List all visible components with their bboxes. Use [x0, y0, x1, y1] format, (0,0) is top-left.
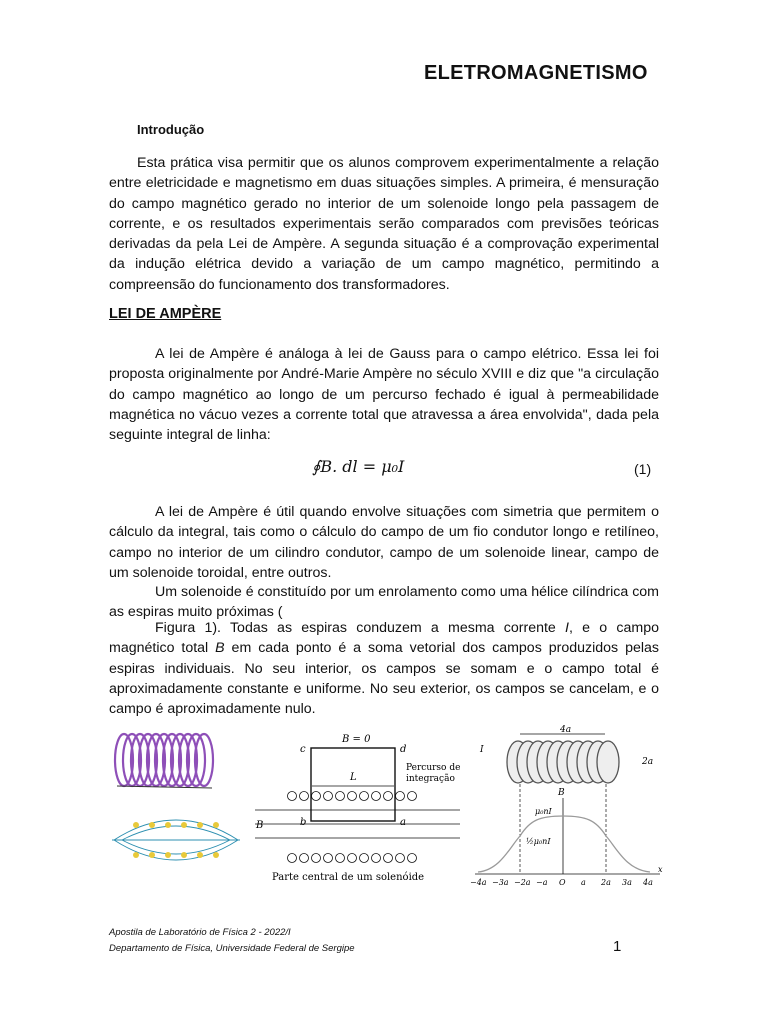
label-b-axis: B: [558, 788, 565, 798]
footer-department: Departamento de Física, Universidade Federal de Sergipe: [109, 943, 355, 954]
intro-heading: Introdução: [137, 122, 205, 137]
field-curve: [478, 816, 650, 872]
svg-text:−4a: −4a: [470, 878, 487, 887]
svg-text:−a: −a: [536, 878, 548, 887]
ampere-paragraph: A lei de Ampère é análoga à lei de Gauss para o campo elétrico. Essa lei foi proposta originalmente por André-Marie Ampère no século XVIII e diz que "a circulação do campo magnético ao longo de um percurso fechado é igual à permeabilidade magnética no vácuo vezes a corrente total que atravessa a área envolvida", dada pela seguinte integral de linha:: [109, 346, 659, 444]
ampere-path-figure: [250, 730, 465, 890]
field-profile-figure: [470, 722, 665, 890]
page-number: 1: [613, 938, 622, 955]
svg-text:4a: 4a: [643, 878, 653, 887]
label-4a: 4a: [560, 725, 572, 735]
solenoid-text-post: em cada ponto é a soma vetorial dos campos produzidos pelas espiras individuais. No seu interior, os campos se somam e o campo total é aproximadamente constante e uniforme. No seu exterior, os campos se cancelam, e o campo é aproximadamente nulo.: [109, 640, 659, 718]
svg-text:−3a: −3a: [492, 878, 509, 887]
equation-number: (1): [634, 461, 652, 477]
usefulness-paragraph: A lei de Ampère é útil quando envolve situações com simetria que permitem o cálculo da integral, tais como o cálculo do campo de um fio condutor longo e retilíneo, campo no interior de um cilindro condutor, campo de um solenoide linear, campo de um solenoide toroidal, entre outros.: [109, 504, 659, 581]
solenoid-paragraph-a: Um solenoide é constituído por um enrolamento como uma hélice cilíndrica com as espiras muito próximas (: [109, 584, 659, 621]
coil-crosses-top: [288, 792, 417, 801]
field-lines: [112, 820, 240, 860]
label-b: b: [300, 817, 307, 828]
grey-coil: [507, 741, 619, 783]
footer-course: Apostila de Laboratório de Física 2 - 2022/I: [109, 927, 291, 938]
label-mu: μ₀nI: [535, 807, 552, 816]
label-current: I: [480, 745, 484, 755]
current-symbol: I: [565, 620, 569, 636]
intro-paragraph: Esta prática visa permitir que os alunos comprovem experimentalmente a relação entre eletricidade e magnetismo em duas situações simples. A primeira, é mensuração do campo magnético gerado no interior de um solenoide longo pela passagem de corrente, e os resultados experimentais serão comparados com previsões teóricas derivadas da pela Lei de Ampère. A segunda situação é a comprovação experimental da indução elétrica devido a variação de um campo magnético, permitindo a compreensão do funcionamento dos transformadores.: [109, 155, 659, 293]
label-b-zero: B = 0: [342, 734, 371, 745]
solenoid-text-pre: Figura 1). Todas as espiras conduzem a mesma corrente: [155, 620, 566, 636]
svg-text:3a: 3a: [622, 878, 632, 887]
solenoid-coil-figure: [112, 730, 240, 885]
solenoid-text-mid: , e o campo magnético total: [109, 620, 659, 657]
label-path-1: Percurso de: [406, 763, 461, 773]
x-tick-labels: [470, 878, 653, 887]
field-symbol: B: [215, 640, 225, 657]
svg-text:a: a: [581, 878, 586, 887]
field-arrows: [255, 810, 460, 838]
label-half-mu: ½μ₀nI: [526, 837, 551, 846]
figure-caption: Parte central de um solenóide: [272, 872, 425, 883]
label-c: c: [300, 744, 306, 755]
svg-text:−2a: −2a: [514, 878, 531, 887]
label-d: d: [400, 744, 407, 755]
coil-dots-bottom: [288, 854, 417, 863]
label-a: a: [400, 817, 406, 828]
svg-text:2a: 2a: [601, 878, 611, 887]
page-title: ELETROMAGNETISMO: [424, 62, 648, 84]
purple-coil: [115, 734, 213, 786]
label-x: x: [658, 865, 663, 874]
label-2a: 2a: [642, 757, 654, 767]
label-b-vector: B: [256, 820, 264, 831]
section-heading: LEI DE AMPÈRE: [109, 306, 222, 322]
label-l: L: [350, 772, 357, 783]
svg-text:O: O: [559, 878, 566, 887]
ampere-equation: ∮B. dl = μ₀I: [312, 457, 405, 476]
label-path-2: integração: [406, 774, 455, 784]
solenoid-paragraph-b: [109, 618, 659, 719]
